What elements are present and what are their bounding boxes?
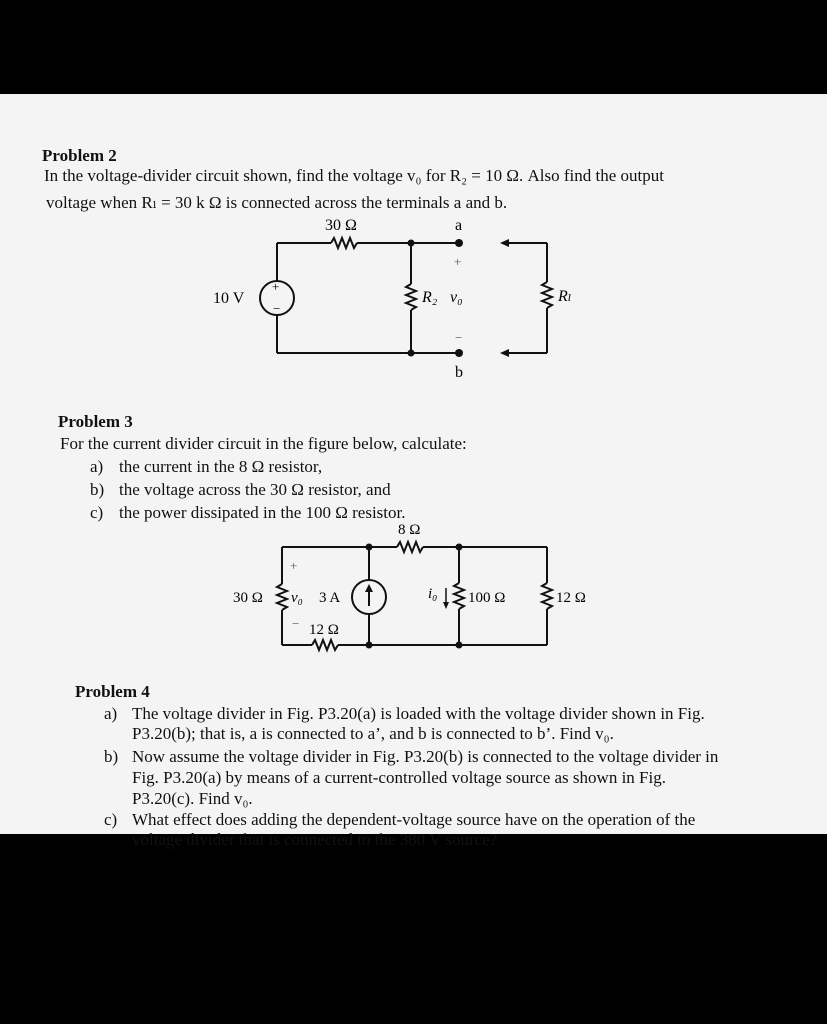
problem4-item-a-marker: a) — [104, 704, 118, 723]
source-label: 10 V — [213, 290, 245, 307]
problem4-item-a-line1: The voltage divider in Fig. P3.20(a) is loaded with the voltage divider shown in Fig. — [132, 704, 705, 723]
problem4-item-c-line2: voltage divider that is connected to the 380 V source? — [132, 830, 498, 849]
node-a-label: a — [455, 217, 463, 234]
r12-bottom-label: 12 Ω — [309, 622, 339, 638]
problem3-item-c-marker: c) — [90, 503, 104, 522]
node-dot — [456, 642, 463, 649]
problem4-item-b-line1: Now assume the voltage divider in Fig. P3.20(b) is connected to the voltage divider in — [132, 747, 719, 766]
problem3-title: Problem 3 — [58, 412, 133, 431]
source-plus: + — [272, 279, 280, 294]
problem2-title: Problem 2 — [42, 146, 117, 165]
source-label: 3 A — [319, 590, 341, 606]
r12-right-label: 12 Ω — [556, 590, 586, 606]
document-page — [0, 94, 827, 849]
r30-label: 30 Ω — [233, 590, 263, 606]
current-divider-circuit — [0, 94, 827, 694]
problem2-line2: voltage when Rₗ = 30 k Ω is connected across the terminals a and b. — [46, 193, 508, 212]
problem4-item-b-line3: P3.20(c). Find v₀. — [132, 789, 253, 808]
problem4-item-c-marker: c) — [104, 810, 118, 829]
problem4-item-c-line1: What effect does adding the dependent-voltage source have on the operation of the — [132, 810, 696, 829]
r1-label: 30 Ω — [325, 217, 357, 234]
node-dot — [456, 544, 463, 551]
problem3-item-b-marker: b) — [90, 480, 105, 499]
vo-minus: − — [455, 330, 463, 345]
problem4-item-a-line2: P3.20(b); that is, a is connected to a’, and b is connected to b’. Find v₀. — [132, 724, 614, 743]
vo-minus: − — [292, 616, 300, 631]
problem3-intro: For the current divider circuit in the figure below, calculate: — [60, 434, 467, 453]
problem4-item-b-line2: Fig. P3.20(a) by means of a current-controlled voltage source as shown in Fig. — [132, 768, 666, 787]
vo-plus: + — [290, 558, 298, 573]
problem3-item-a-marker: a) — [90, 457, 104, 476]
problem3-item-a: the current in the 8 Ω resistor, — [119, 457, 323, 476]
r100-label: 100 Ω — [468, 590, 506, 606]
r8-label: 8 Ω — [398, 522, 421, 538]
rl-label: Rₗ — [558, 288, 572, 305]
problem4-item-b-marker: b) — [104, 747, 119, 766]
problem3-item-b: the voltage across the 30 Ω resistor, and — [119, 480, 391, 499]
node-b-label: b — [455, 364, 463, 381]
problem2-line1: In the voltage-divider circuit shown, find the voltage v₀ for R₂ = 10 Ω. Also find the output — [44, 166, 664, 185]
problem4-title: Problem 4 — [75, 682, 150, 701]
problem3-item-c: the power dissipated in the 100 Ω resistor. — [119, 503, 406, 522]
vo-plus: + — [454, 254, 462, 269]
node-dot — [366, 544, 373, 551]
node-dot — [366, 642, 373, 649]
r2-label: R₂ — [422, 289, 438, 306]
source-minus: − — [273, 301, 281, 316]
vo-label: v₀ — [450, 289, 463, 306]
vo-label: v₀ — [291, 590, 303, 606]
io-label: i₀ — [428, 586, 438, 602]
